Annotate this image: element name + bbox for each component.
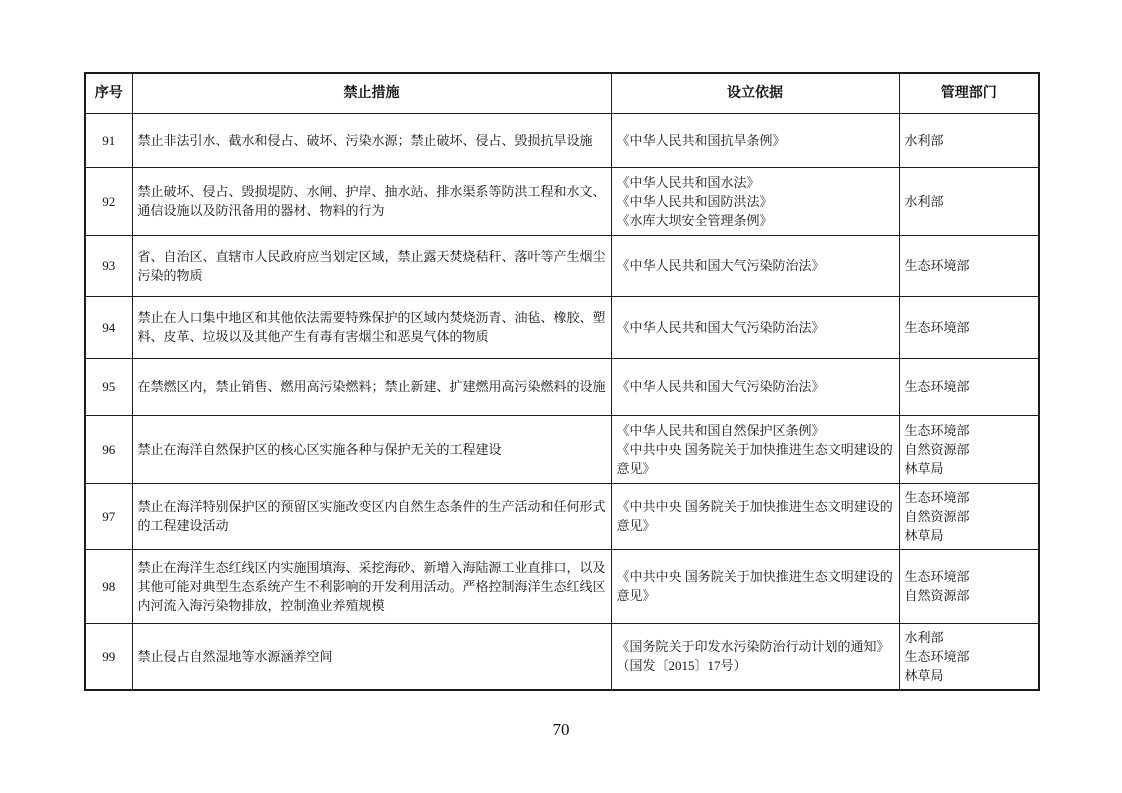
basis-cell	[611, 358, 899, 415]
basis-line: 《中共中央 国务院关于加快推进生态文明建设的意见》	[616, 569, 893, 603]
department-line: 自然资源部	[904, 441, 970, 457]
row-number-cell: 95	[85, 358, 132, 415]
measure-cell: 禁止非法引水、截水和侵占、破坏、污染水源；禁止破坏、侵占、毁损抗旱设施	[132, 113, 611, 167]
measure-cell: 在禁燃区内，禁止销售、燃用高污染燃料；禁止新建、扩建燃用高污染燃料的设施	[132, 358, 611, 415]
measure-cell: 禁止在海洋特别保护区的预留区实施改变区内自然生态条件的生产活动和任何形式的工程建设活动	[132, 483, 611, 549]
table-row	[85, 167, 1039, 235]
basis-cell	[611, 549, 899, 623]
department-cell	[899, 235, 1039, 296]
basis-cell	[611, 167, 899, 235]
department-line: 自然资源部	[904, 508, 970, 524]
department-line: 生态环境部	[904, 379, 970, 394]
department-cell	[899, 549, 1039, 623]
measure-cell: 禁止侵占自然湿地等水源涵养空间	[132, 623, 611, 690]
basis-line: 《水库大坝安全管理条例》	[616, 212, 773, 228]
row-number-cell: 91	[85, 113, 132, 167]
basis-line: 《中华人民共和国大气污染防治法》	[616, 319, 825, 335]
table-body	[85, 113, 1039, 690]
department-cell	[899, 415, 1039, 483]
table-header-row	[85, 73, 1039, 113]
basis-cell	[611, 483, 899, 549]
basis-line: 《中华人民共和国抗旱条例》	[616, 132, 786, 148]
measure-cell: 禁止破坏、侵占、毁损堤防、水闸、护岸、抽水站、排水渠系等防洪工程和水文、通信设施以及防汛备用的器材、物料的行为	[132, 167, 611, 235]
department-line: 水利部	[904, 193, 944, 209]
basis-cell	[611, 415, 899, 483]
row-number-cell: 92	[85, 167, 132, 235]
basis-cell	[611, 235, 899, 296]
basis-cell	[611, 623, 899, 690]
basis-cell	[611, 113, 899, 167]
department-line: 林草局	[904, 527, 944, 543]
department-line: 生态环境部	[904, 319, 970, 335]
table-row	[85, 235, 1039, 296]
basis-line: 《中华人民共和国自然保护区条例》	[616, 422, 825, 438]
header-col-serial: 序号	[85, 73, 132, 113]
row-number-cell: 93	[85, 235, 132, 296]
department-cell	[899, 113, 1039, 167]
department-line: 水利部	[904, 132, 944, 148]
table-row	[85, 358, 1039, 415]
basis-line: 《中华人民共和国防洪法》	[616, 193, 773, 209]
department-cell	[899, 358, 1039, 415]
department-cell	[899, 623, 1039, 690]
header-col-measure: 禁止措施	[132, 73, 611, 113]
prohibition-measures-table	[84, 72, 1040, 691]
basis-line: 《中共中央 国务院关于加快推进生态文明建设的意见》	[616, 499, 893, 533]
department-line: 水利部	[904, 629, 944, 645]
row-number-cell: 99	[85, 623, 132, 690]
department-cell	[899, 167, 1039, 235]
department-line: 林草局	[904, 667, 944, 683]
table-row	[85, 113, 1039, 167]
measure-cell: 禁止在海洋生态红线区内实施围填海、采挖海砂、新增入海陆源工业直排口，以及其他可能对典型生态系统产生不利影响的开发利用活动。严格控制海洋生态红线区内河流入海污染物排放，控制渔业养殖规模	[132, 549, 611, 623]
basis-line: 《中华人民共和国水法》	[616, 174, 760, 190]
header-col-department: 管理部门	[899, 73, 1039, 113]
measure-cell: 禁止在人口集中地区和其他依法需要特殊保护的区域内焚烧沥青、油毡、橡胶、塑料、皮革、垃圾以及其他产生有毒有害烟尘和恶臭气体的物质	[132, 296, 611, 358]
department-cell	[899, 296, 1039, 358]
basis-line: 《国务院关于印发水污染防治行动计划的通知》（国发〔2015〕17号）	[616, 639, 890, 673]
measure-cell: 省、自治区、直辖市人民政府应当划定区域，禁止露天焚烧秸秆、落叶等产生烟尘污染的物质	[132, 235, 611, 296]
department-line: 生态环境部	[904, 648, 970, 664]
department-line: 生态环境部	[904, 569, 970, 584]
table-row	[85, 549, 1039, 623]
measure-cell: 禁止在海洋自然保护区的核心区实施各种与保护无关的工程建设	[132, 415, 611, 483]
basis-line: 《中共中央 国务院关于加快推进生态文明建设的意见》	[616, 441, 893, 476]
department-line: 生态环境部	[904, 489, 970, 505]
table-row	[85, 296, 1039, 358]
row-number-cell: 97	[85, 483, 132, 549]
department-line: 生态环境部	[904, 422, 970, 438]
basis-line: 《中华人民共和国大气污染防治法》	[616, 258, 825, 273]
table-row	[85, 415, 1039, 483]
row-number-cell: 94	[85, 296, 132, 358]
page-number: 70	[552, 720, 570, 739]
department-cell	[899, 483, 1039, 549]
row-number-cell: 98	[85, 549, 132, 623]
basis-line: 《中华人民共和国大气污染防治法》	[616, 379, 825, 394]
row-number-cell: 96	[85, 415, 132, 483]
department-line: 生态环境部	[904, 258, 970, 273]
department-line: 自然资源部	[904, 588, 970, 603]
table-row	[85, 623, 1039, 690]
basis-cell	[611, 296, 899, 358]
table-row	[85, 483, 1039, 549]
department-line: 林草局	[904, 460, 944, 476]
header-col-basis: 设立依据	[611, 73, 899, 113]
